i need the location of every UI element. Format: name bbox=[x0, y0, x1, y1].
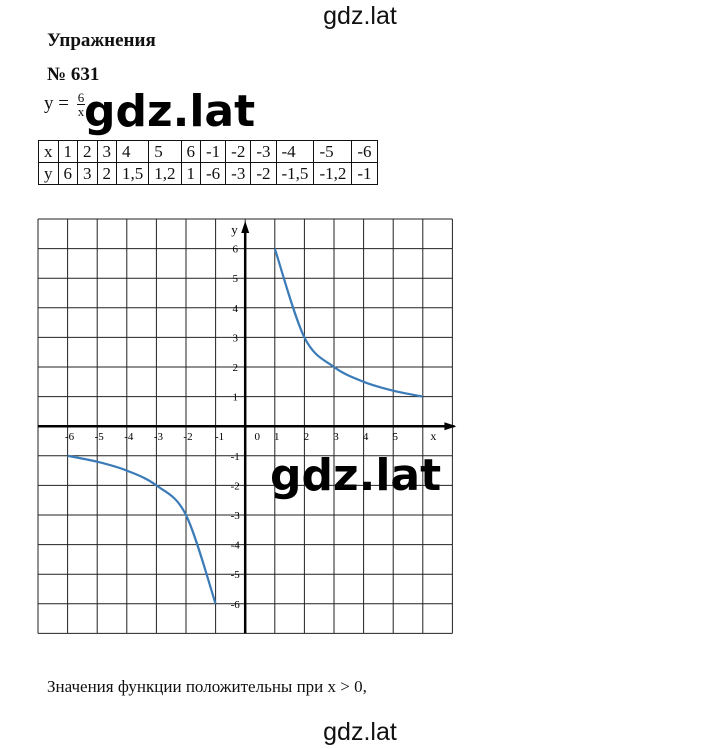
x-tick-label: -2 bbox=[183, 431, 193, 444]
y-tick-label: 6 bbox=[232, 243, 238, 256]
table-cell: -1,5 bbox=[276, 163, 314, 185]
table-cell: 1,2 bbox=[149, 163, 181, 185]
x-tick-label: 4 bbox=[362, 431, 369, 444]
x-tick-label: 3 bbox=[333, 431, 339, 444]
x-tick-label: -1 bbox=[215, 431, 225, 444]
table-cell: -5 bbox=[314, 141, 352, 163]
watermark-top: gdz.lat bbox=[323, 2, 397, 30]
y-axis-label: y bbox=[231, 222, 238, 237]
table-cell: -4 bbox=[276, 141, 314, 163]
y-tick-label: -5 bbox=[230, 569, 240, 582]
x-axis-label: x bbox=[430, 429, 437, 444]
formula-lhs: y = bbox=[44, 92, 69, 114]
x-tick-label: -6 bbox=[65, 431, 75, 444]
hyperbola-branch-positive bbox=[275, 249, 423, 397]
x-tick-label: 2 bbox=[303, 431, 310, 444]
table-cell: 1 bbox=[58, 141, 78, 163]
exercise-number: № 631 bbox=[47, 64, 100, 85]
table-cell: 2 bbox=[97, 163, 117, 185]
table-cell: 5 bbox=[149, 141, 181, 163]
formula-denominator: x bbox=[77, 104, 85, 119]
section-heading: Упражнения bbox=[47, 30, 156, 51]
x-tick-label: 1 bbox=[274, 431, 280, 444]
y-tick-label: 4 bbox=[232, 302, 238, 315]
table-cell: -2 bbox=[251, 163, 276, 185]
watermark-bottom: gdz.lat bbox=[323, 718, 397, 746]
table-cell: -1 bbox=[352, 163, 377, 185]
table-cell: 2 bbox=[78, 141, 98, 163]
x-axis-arrow bbox=[444, 422, 456, 430]
table-cell: -6 bbox=[201, 163, 226, 185]
y-tick-label: -3 bbox=[230, 510, 240, 522]
y-tick-label: 1 bbox=[232, 391, 238, 404]
y-tick-label: -1 bbox=[230, 450, 240, 463]
table-cell: 3 bbox=[97, 141, 117, 163]
watermark-overlay-2: gdz.lat bbox=[270, 450, 442, 501]
x-tick-label: -3 bbox=[153, 431, 163, 444]
hyperbola-branch-negative bbox=[68, 456, 216, 604]
table-cell: 1 bbox=[181, 163, 201, 185]
table-cell: 6 bbox=[181, 141, 201, 163]
table-cell: 1,5 bbox=[117, 163, 149, 185]
y-tick-label: 3 bbox=[232, 332, 238, 345]
table-cell: -6 bbox=[352, 141, 377, 163]
y-tick-label: -6 bbox=[230, 598, 240, 611]
table-cell: 6 bbox=[58, 163, 78, 185]
y-tick-label: 2 bbox=[232, 362, 238, 374]
watermark-overlay-1: gdz.lat bbox=[84, 86, 256, 137]
x-tick-label: 0 bbox=[254, 431, 260, 444]
table-cell: 3 bbox=[78, 163, 98, 185]
y-tick-label: 5 bbox=[232, 273, 238, 286]
table-cell: -3 bbox=[251, 141, 276, 163]
table-cell: -2 bbox=[226, 141, 251, 163]
formula-numerator: 6 bbox=[77, 90, 85, 105]
y-axis-arrow bbox=[241, 221, 249, 233]
table-cell: -1 bbox=[201, 141, 226, 163]
table-row-label: x bbox=[39, 141, 59, 163]
conclusion-text: Значения функции положительны при x > 0, bbox=[47, 677, 367, 696]
table-cell: 4 bbox=[117, 141, 149, 163]
table-row-label: y bbox=[39, 163, 59, 185]
x-tick-label: -4 bbox=[124, 431, 134, 444]
y-tick-label: -4 bbox=[230, 539, 240, 552]
y-tick-label: -2 bbox=[230, 480, 240, 493]
table-cell: -3 bbox=[226, 163, 251, 185]
x-tick-label: 5 bbox=[392, 431, 398, 444]
x-tick-label: -5 bbox=[94, 431, 104, 444]
table-cell: -1,2 bbox=[314, 163, 352, 185]
